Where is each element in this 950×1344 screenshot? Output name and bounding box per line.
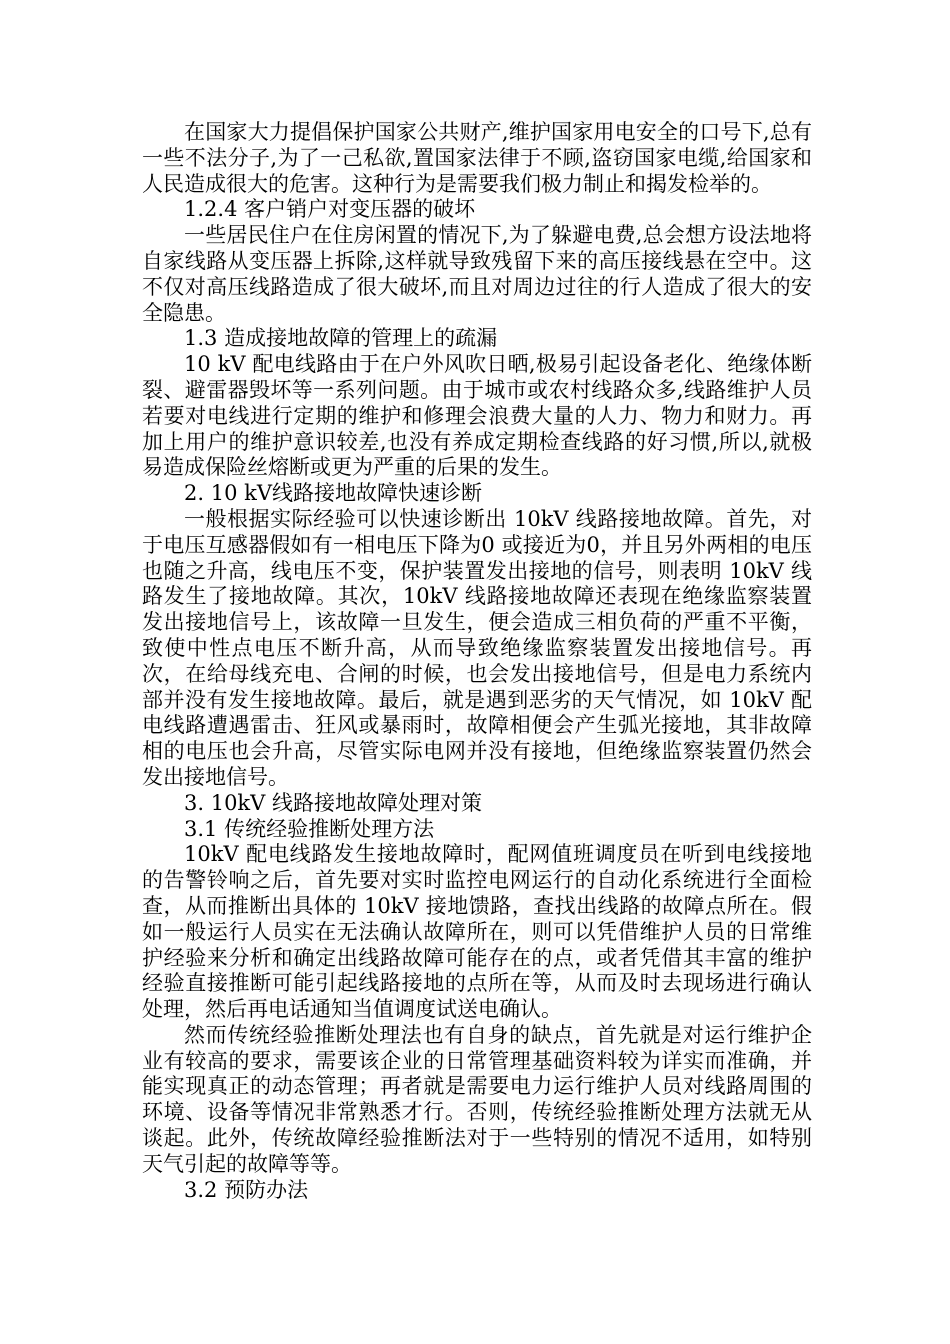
section-heading: 3.1 传统经验推断处理方法: [184, 816, 435, 841]
paragraph: 然而传统经验推断处理法也有自身的缺点，首先就是对运行维护企业有较高的要求，需要该企业的日常管理基础资料较为详实而准确，并能实现真正的动态管理；再者就是需要电力运行维护人员对线路周围的环境、设备等情况非常熟悉才行。否则，传统经验推断处理方法就无从谈起。此外，传统故障经验推断法对于一些特别的情况不适用，如特别天气引起的故障等等。: [142, 1022, 812, 1176]
document-body: [142, 120, 812, 1203]
section-heading: 3. 10kV 线路接地故障处理对策: [184, 790, 482, 815]
section-heading: 1.2.4 客户销户对变压器的破坏: [184, 197, 476, 222]
paragraph: 10 kV 配电线路由于在户外风吹日晒,极易引起设备老化、绝缘体断裂、避雷器毁坏等一系列问题。由于城市或农村线路众多,线路维护人员若要对电线进行定期的维护和修理会浪费大量的人力、物力和财力。再加上用户的维护意识较差,也没有养成定期检查线路的好习惯,所以,就极易造成保险丝熔断或更为严重的后果的发生。: [142, 352, 812, 480]
section-heading: 1.3 造成接地故障的管理上的疏漏: [184, 326, 498, 351]
section-heading: 2. 10 kV线路接地故障快速诊断: [184, 481, 482, 506]
paragraph: 一般根据实际经验可以快速诊断出 10kV 线路接地故障。首先，对于电压互感器假如有一相电压下降为0 或接近为0，并且另外两相的电压也随之升高，线电压不变，保护装置发出接地的信号，则表明 10kV 线路发生了接地故障。其次，10kV 线路接地故障还表现在绝缘监察装置发出接地信号上，该故障一旦发生，便会造成三相负荷的严重不平衡，致使中性点电压不断升高，从而导致绝缘监察装置发出接地信号。再次，在给母线充电、合闸的时候，也会发出接地信号，但是电力系统内部并没有发生接地故障。最后，就是遇到恶劣的天气情况，如 10kV 配电线路遭遇雷击、狂风或暴雨时，故障相便会产生弧光接地，其非故障相的电压也会升高，尽管实际电网并没有接地，但绝缘监察装置仍然会发出接地信号。: [142, 506, 812, 789]
paragraph: 10kV 配电线路发生接地故障时，配网值班调度员在听到电线接地的告警铃响之后，首先要对实时监控电网运行的自动化系统进行全面检查，从而推断出具体的 10kV 接地馈路，查找出线路的故障点所在。假如一般运行人员实在无法确认故障所在，则可以凭借维护人员的日常维护经验来分析和确定出线路故障可能存在的点，或者凭借其丰富的维护经验直接推断可能引起线路接地的点所在等，从而及时去现场进行确认处理，然后再电话通知当值调度试送电确认。: [142, 842, 812, 1022]
paragraph: 在国家大力提倡保护国家公共财产,维护国家用电安全的口号下,总有一些不法分子,为了一己私欲,置国家法律于不顾,盗窃国家电缆,给国家和人民造成很大的危害。这种行为是需要我们极力制止和揭发检举的。: [142, 120, 812, 196]
section-heading: 3.2 预防办法: [184, 1177, 309, 1202]
paragraph: 一些居民住户在住房闲置的情况下,为了躲避电费,总会想方设法地将自家线路从变压器上拆除,这样就导致残留下来的高压接线悬在空中。这不仅对高压线路造成了很大破坏,而且对周边过往的行人造成了很大的安全隐患。: [142, 223, 812, 325]
